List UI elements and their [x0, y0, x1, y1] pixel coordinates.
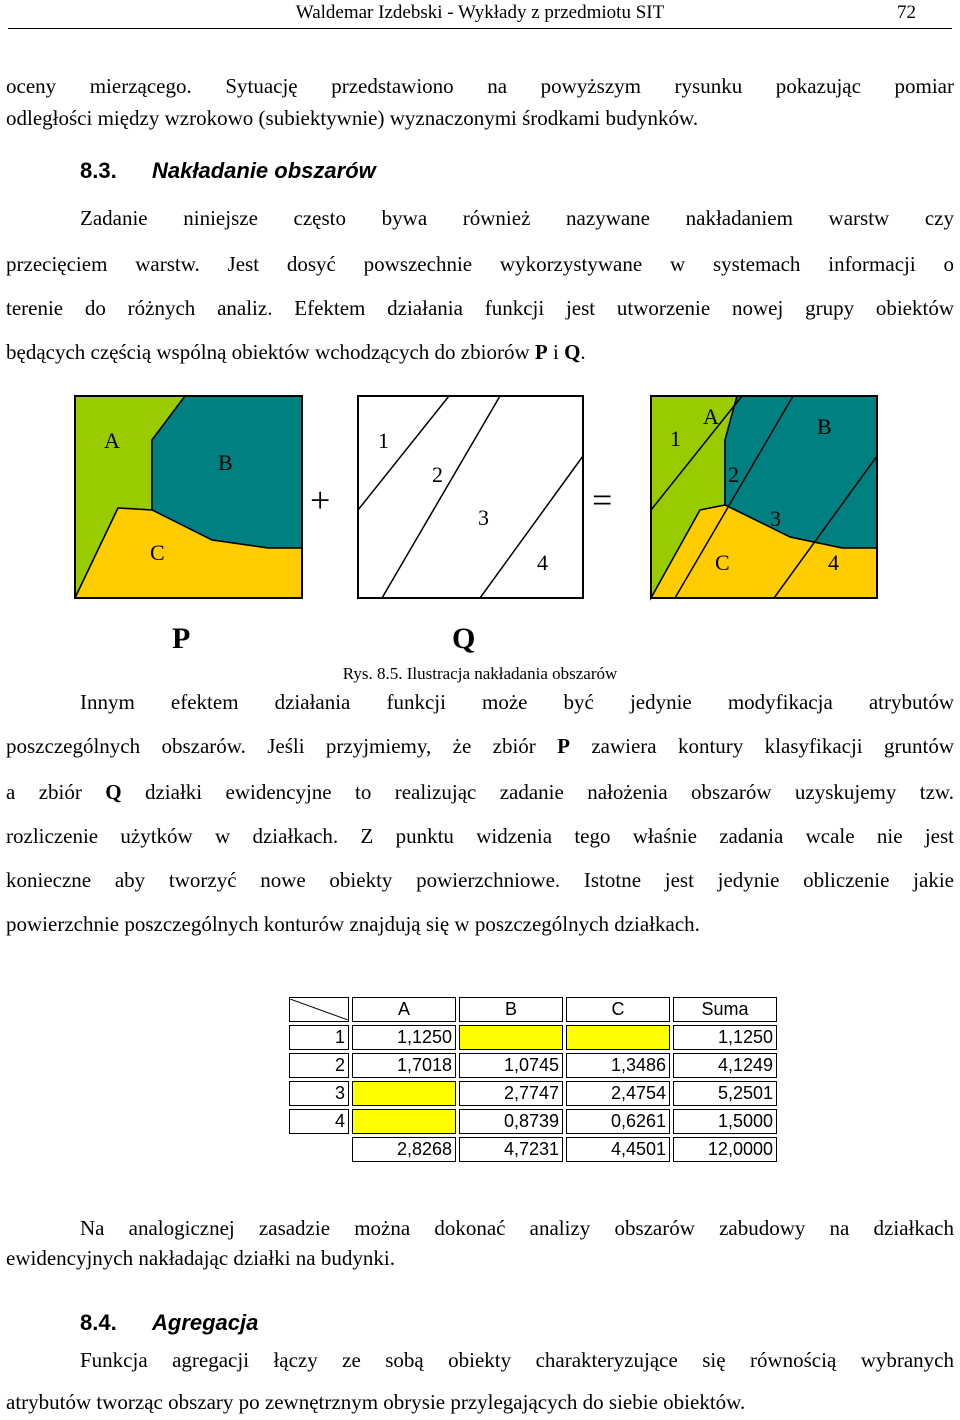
row-label: 4: [289, 1109, 349, 1134]
q-label-4: 4: [537, 550, 548, 575]
table-cell-empty: [352, 1109, 456, 1134]
overlay-results-table: [286, 994, 780, 1165]
table-cell: 1,1250: [673, 1025, 777, 1050]
total-cell: 4,4501: [566, 1137, 670, 1162]
overlay-figure: [0, 388, 960, 658]
para5-line2: atrybutów tworząc obszary po zewnętrznym obrysie przylegających do siebie obiektów.: [6, 1390, 746, 1414]
table-row: [289, 1081, 777, 1106]
para2-line1: Zadanie niniejsze często bywa również nazywane nakładaniem warstw czy: [80, 206, 954, 230]
header-title: Waldemar Izdebski - Wykłady z przedmiotu SIT: [295, 2, 665, 23]
table-cell: 1,5000: [673, 1109, 777, 1134]
p-label-b: B: [218, 450, 233, 475]
section-title: Nakładanie obszarów: [152, 158, 376, 183]
table-cell: 1,1250: [352, 1025, 456, 1050]
para3-line3: a zbiór Q działki ewidencyjne to realizując zadanie nałożenia obszarów uzyskujemy tzw.: [6, 780, 954, 804]
figure-caption: Rys. 8.5. Ilustracja nakładania obszarów: [342, 664, 618, 683]
total-cell: 12,0000: [673, 1137, 777, 1162]
table-cell: 2,4754: [566, 1081, 670, 1106]
plus-sign: +: [310, 480, 331, 520]
set-q-ref: Q: [564, 340, 581, 364]
section-number: 8.4.: [80, 1310, 117, 1335]
total-cell: 4,7231: [459, 1137, 563, 1162]
section-title: Agregacja: [152, 1310, 259, 1335]
page-number: 72: [897, 2, 916, 23]
row-label: 2: [289, 1053, 349, 1078]
table-row: [289, 1053, 777, 1078]
corner-cell: [289, 997, 349, 1022]
r-label-a: A: [703, 404, 719, 429]
set-p-ref: P: [534, 340, 548, 364]
para3-line2: poszczególnych obszarów. Jeśli przyjmiemy, że zbiór P zawiera kontury klasyfikacji gruntów: [6, 734, 954, 758]
section-heading-8-3: [80, 158, 376, 184]
para4-line1: Na analogicznej zasadzie można dokonać analizy obszarów zabudowy na działkach: [80, 1216, 954, 1240]
p-label-a: A: [104, 428, 120, 453]
table-cell-empty: [459, 1025, 563, 1050]
table-cell: 0,8739: [459, 1109, 563, 1134]
para3-line4: rozliczenie użytków w działkach. Z punktu widzenia tego właśnie zadania wcale nie jest: [6, 824, 954, 848]
r-label-2: 2: [728, 462, 739, 487]
map-q: [358, 396, 583, 598]
table-cell: 1,3486: [566, 1053, 670, 1078]
table-header-row: [289, 997, 777, 1022]
r-label-1: 1: [670, 426, 681, 451]
section-number: 8.3.: [80, 158, 117, 183]
table-cell: 2,7747: [459, 1081, 563, 1106]
para2-line3: terenie do różnych analiz. Efektem działania funkcji jest utworzenie nowej grupy obiektów: [6, 296, 954, 320]
table-cell: 1,0745: [459, 1053, 563, 1078]
para3-line5: konieczne aby tworzyć nowe obiekty powierzchniowe. Istotne jest jedynie obliczenie jakie: [6, 868, 954, 892]
para5-line1: Funkcja agregacji łączy ze sobą obiekty charakteryzujące się równością wybranych: [80, 1348, 954, 1372]
page-header: [8, 0, 952, 29]
set-label-q: Q: [452, 622, 476, 655]
para1-line1: oceny mierzącego. Sytuację przedstawiono na powyższym rysunku pokazując pomiar: [6, 74, 954, 98]
table-cell: 1,7018: [352, 1053, 456, 1078]
col-header-b: B: [459, 997, 563, 1022]
equals-sign: =: [592, 480, 613, 520]
set-label-p: P: [172, 622, 191, 655]
r-label-4: 4: [828, 550, 839, 575]
para3-line6: powierzchnie poszczególnych konturów znajdują się w poszczególnych działkach.: [6, 912, 700, 936]
table-cell: 5,2501: [673, 1081, 777, 1106]
map-p: [75, 396, 302, 598]
table-row: [289, 1109, 777, 1134]
table-cell-empty: [352, 1081, 456, 1106]
q-label-3: 3: [478, 505, 489, 530]
q-label-2: 2: [432, 462, 443, 487]
table-cell: 4,1249: [673, 1053, 777, 1078]
table-cell: 0,6261: [566, 1109, 670, 1134]
col-header-a: A: [352, 997, 456, 1022]
r-label-b: B: [817, 414, 832, 439]
col-header-c: C: [566, 997, 670, 1022]
para2-line4: będących częścią wspólną obiektów wchodzących do zbiorów P i Q.: [6, 340, 586, 364]
map-result: [651, 396, 877, 598]
table-totals-row: [289, 1137, 777, 1162]
para1-line2: odległości między wzrokowo (subiektywnie) wyznaczonymi środkami budynków.: [6, 106, 699, 130]
col-header-suma: Suma: [673, 997, 777, 1022]
r-label-c: C: [715, 550, 730, 575]
para3-line1: Innym efektem działania funkcji może być jedynie modyfikacja atrybutów: [80, 690, 954, 714]
section-heading-8-4: [80, 1310, 258, 1336]
q-label-1: 1: [378, 428, 389, 453]
r-label-3: 3: [770, 506, 781, 531]
total-cell: 2,8268: [352, 1137, 456, 1162]
row-label: 1: [289, 1025, 349, 1050]
para2-line2: przecięciem warstw. Jest dosyć powszechnie wykorzystywane w systemach informacji o: [6, 252, 954, 276]
para4-line2: ewidencyjnych nakładając działki na budynki.: [6, 1246, 395, 1270]
row-label: 3: [289, 1081, 349, 1106]
table-cell-empty: [566, 1025, 670, 1050]
table-row: [289, 1025, 777, 1050]
p-label-c: C: [150, 540, 165, 565]
